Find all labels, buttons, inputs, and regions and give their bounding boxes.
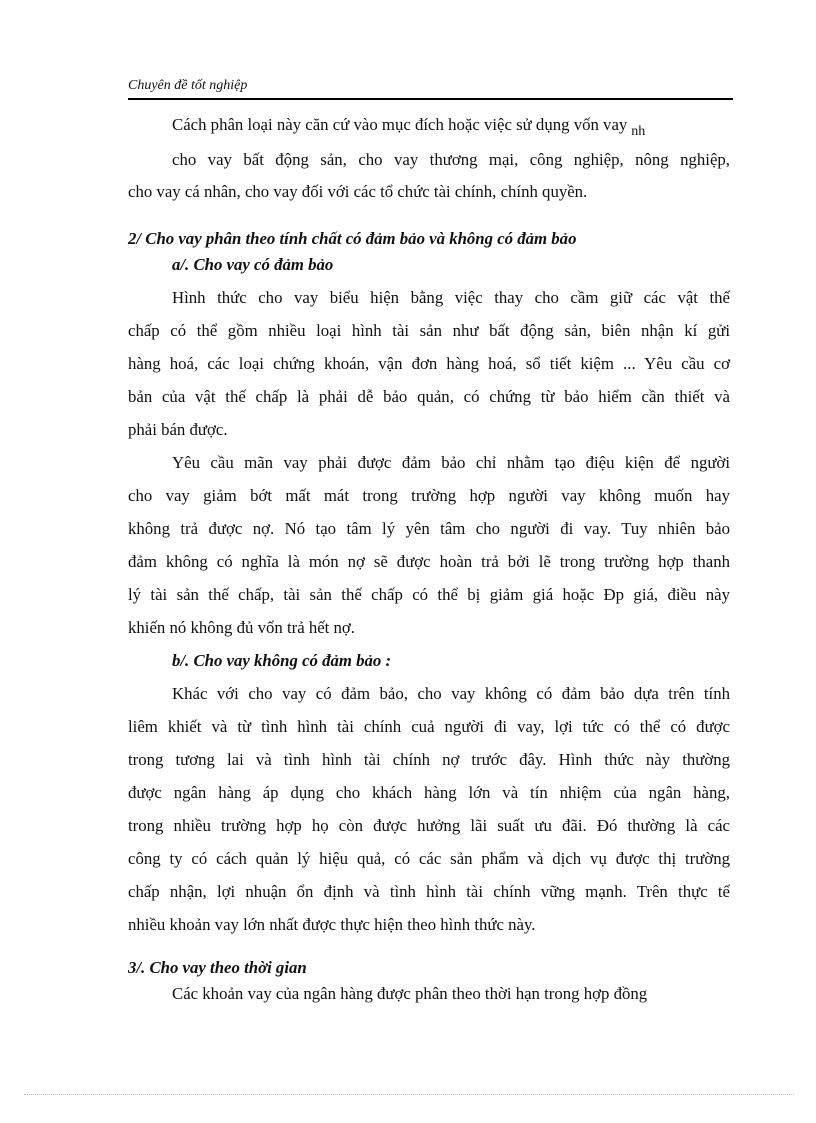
paragraph-line: liêm khiết và từ tình hình tài chính cuả người đi vay, lợi tức có thể có được	[128, 717, 730, 736]
paragraph-line: Hình thức cho vay biểu hiện bằng việc thay cho cầm giữ các vật thế	[172, 288, 730, 307]
paragraph-line: cho vay bất động sản, cho vay thương mại, công nghiệp, nông nghiệp,	[172, 150, 730, 169]
paragraph-line: lý tài sản thế chấp, tài sản thế chấp có thể bị giảm giá hoặc Đp giá, điều này	[128, 585, 730, 604]
superscript-fragment: nh	[631, 124, 646, 139]
subsection-heading: a/. Cho vay có đảm bảo	[172, 255, 334, 274]
subsection-heading: b/. Cho vay không có đảm bảo :	[172, 651, 392, 670]
paragraph-line: không trả được nợ. Nó tạo tâm lý yên tâm cho người đi vay. Tuy nhiên bảo	[128, 519, 730, 538]
paragraph-line: Khác với cho vay có đảm bảo, cho vay không có đảm bảo dựa trên tính	[172, 684, 730, 703]
paragraph-line: phải bán được.	[128, 420, 228, 439]
header-title: Chuyên đề tốt nghiệp	[128, 78, 248, 93]
page-bottom-divider	[24, 1094, 794, 1095]
paragraph-line: Các khoản vay của ngân hàng được phân theo thời hạn trong hợp đồng	[172, 984, 648, 1003]
section-heading: 3/. Cho vay theo thời gian	[128, 958, 307, 977]
paragraph-line: chấp có thể gồm nhiều loại hình tài sản như bất động sản, biên nhận kí gửi	[128, 321, 730, 340]
paragraph-line: bản của vật thế chấp là phải dễ bảo quản, có chứng từ bảo hiểm cần thiết và	[128, 387, 730, 406]
paragraph-line: khiến nó không đủ vốn trả hết nợ.	[128, 618, 355, 637]
paragraph-line: được ngân hàng áp dụng cho khách hàng lớn và tín nhiệm của ngân hàng,	[128, 783, 730, 802]
paragraph-line: cho vay cá nhân, cho vay đối với các tổ chức tài chính, chính quyền.	[128, 182, 588, 201]
paragraph-line: trong nhiều trường hợp họ còn được hưởng lãi suất ưu đãi. Đó thường là các	[128, 816, 730, 835]
paragraph-line: Cách phân loại này căn cứ vào mục đích hoặc việc sử dụng vốn vay $_{nh}$	[172, 115, 646, 139]
paragraph-line: trong tương lai và tình hình tài chính nợ trước đây. Hình thức này thường	[128, 750, 730, 769]
paragraph-line: công ty có cách quản lý hiệu quả, có các sản phẩm và dịch vụ được thị trường	[128, 849, 730, 868]
page-header	[128, 76, 733, 100]
paragraph-line: đảm không có nghĩa là món nợ sẽ được hoàn trả bởi lẽ trong trường hợp thanh	[128, 552, 730, 571]
paragraph-line: chấp nhận, lợi nhuận ổn định và tình hình tài chính vững mạnh. Trên thực tế	[128, 882, 730, 901]
section-heading: 2/ Cho vay phân theo tính chất có đảm bảo và không có đảm bảo	[128, 229, 577, 248]
paragraph-line: nhiều khoản vay lớn nhất được thực hiện theo hình thức này.	[128, 915, 536, 934]
paragraph-line: Yêu cầu mãn vay phải được đảm bảo chỉ nhằm tạo điệu kiện để người	[172, 453, 730, 472]
paragraph-line: hàng hoá, các loại chứng khoán, vận đơn hàng hoá, sổ tiết kiệm ... Yêu cầu cơ	[128, 354, 730, 373]
paragraph-line: cho vay giảm bớt mất mát trong trường hợp người vay không muốn hay	[128, 486, 730, 505]
